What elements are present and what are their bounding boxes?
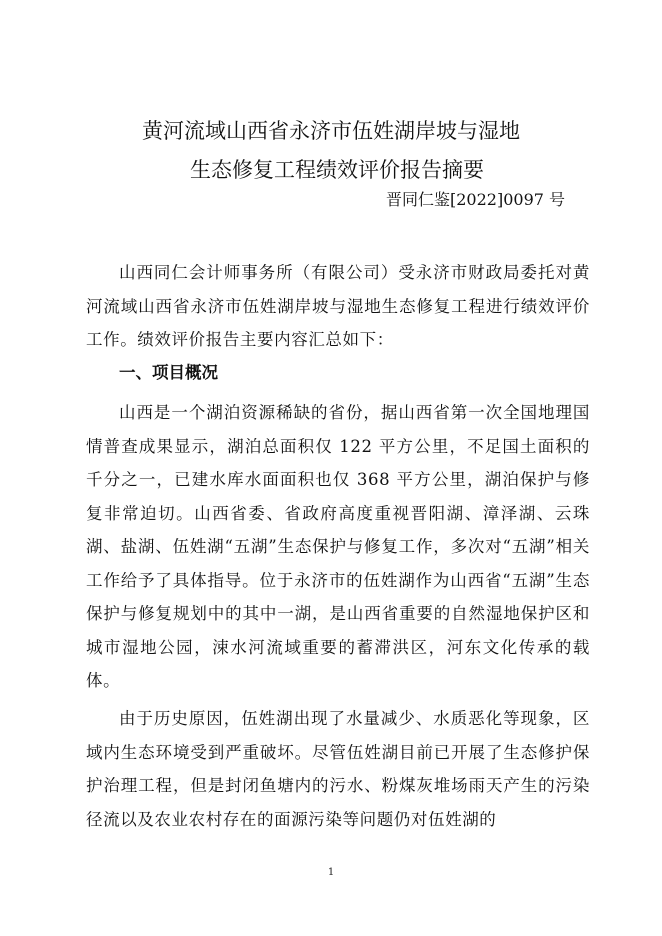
section-heading-project-overview: 一、项目概况 <box>119 363 218 382</box>
page-number: 1 <box>327 867 335 878</box>
body-paragraph: 山西是一个湖泊资源稀缺的省份，据山西省第一次全国地理国情普查成果显示，湖泊总面积仅 122 平方公里，不足国土面积的千分之一，已建水库水面面积也仅 368 平方公里，湖泊保护与修复非常迫切。山西省委、省政府高度重视晋阳湖、漳泽湖、云珠湖、盐湖、伍姓湖“五湖”生态保护与修复工作，多次对“五湖”相关工作给予了具体指导。位于永济市的伍姓湖作为山西省“五湖”生态保护与修复规划中的其中一湖，是山西省重要的自然湿地保护区和城市湿地公园，涑水河流域重要的蓄滞洪区，河东文化传承的载体。 <box>86 403 590 690</box>
intro-paragraph: 山西同仁会计师事务所（有限公司）受永济市财政局委托对黄河流域山西省永济市伍姓湖岸坡与湿地生态修复工程进行绩效评价工作。绩效评价报告主要内容汇总如下： <box>86 263 590 349</box>
body-paragraph: 由于历史原因，伍姓湖出现了水量减少、水质恶化等现象，区域内生态环境受到严重破坏。尽管伍姓湖目前已开展了生态修护保护治理工程，但是封闭鱼塘内的污水、粉煤灰堆场雨天产生的污染径流以及农业农村存在的面源污染等问题仍对伍姓湖的 <box>86 709 590 829</box>
document-reference-number: 晋同仁鉴[2022]0097 号 <box>386 190 566 209</box>
document-title-line-1: 黄河流域山西省永济市伍姓湖岸坡与湿地 <box>142 119 520 143</box>
document-title-line-2: 生态修复工程绩效评价报告摘要 <box>190 158 484 182</box>
